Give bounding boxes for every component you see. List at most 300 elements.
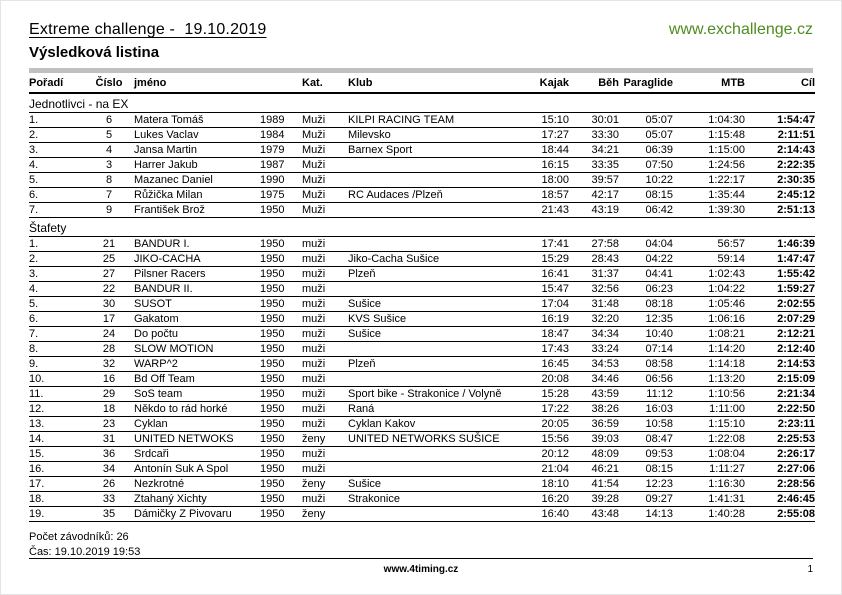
- cell-name: UNITED NETWOKS: [134, 432, 260, 447]
- cell-paraglide: 09:27: [619, 492, 673, 507]
- cell-finish: 2:45:12: [751, 188, 815, 203]
- cell-number: 18: [84, 402, 134, 417]
- cell-paraglide: 06:39: [619, 143, 673, 158]
- cell-year: 1950: [260, 237, 302, 252]
- column-header-club: Klub: [348, 73, 519, 93]
- page-footer: [29, 558, 813, 578]
- cell-run: 46:21: [569, 462, 619, 477]
- cell-name: BANDUR I.: [134, 237, 260, 252]
- results-table-head: [29, 73, 815, 93]
- section-title: Jednotlivci - na EX: [29, 93, 815, 113]
- report-timestamp: Čas: 19.10.2019 19:53: [29, 546, 141, 558]
- cell-name: SUSOT: [134, 297, 260, 312]
- cell-paraglide: 08:15: [619, 462, 673, 477]
- cell-category: ženy: [302, 432, 348, 447]
- cell-finish: 2:14:53: [751, 357, 815, 372]
- cell-name: Srdcaři: [134, 447, 260, 462]
- table-row: [29, 312, 815, 327]
- cell-finish: 2:27:06: [751, 462, 815, 477]
- cell-mtb: 1:08:04: [673, 447, 751, 462]
- table-row: [29, 507, 815, 522]
- page-title: Extreme challenge - 19.10.2019: [29, 21, 267, 38]
- cell-club: KILPI RACING TEAM: [348, 113, 519, 128]
- cell-year: 1950: [260, 297, 302, 312]
- cell-run: 43:48: [569, 507, 619, 522]
- cell-category: muži: [302, 297, 348, 312]
- cell-paraglide: 09:53: [619, 447, 673, 462]
- cell-category: muži: [302, 282, 348, 297]
- cell-mtb: 1:41:31: [673, 492, 751, 507]
- cell-rank: 1.: [29, 113, 84, 128]
- cell-rank: 16.: [29, 462, 84, 477]
- cell-kajak: 17:22: [519, 402, 569, 417]
- cell-run: 30:01: [569, 113, 619, 128]
- cell-kajak: 20:05: [519, 417, 569, 432]
- cell-run: 27:58: [569, 237, 619, 252]
- cell-rank: 3.: [29, 143, 84, 158]
- column-header-year: [260, 73, 302, 93]
- cell-paraglide: 07:50: [619, 158, 673, 173]
- cell-finish: 2:46:45: [751, 492, 815, 507]
- table-row: [29, 128, 815, 143]
- cell-kajak: 15:29: [519, 252, 569, 267]
- cell-finish: 2:15:09: [751, 372, 815, 387]
- cell-mtb: 1:08:21: [673, 327, 751, 342]
- cell-category: ženy: [302, 507, 348, 522]
- table-row: [29, 477, 815, 492]
- cell-finish: 1:55:42: [751, 267, 815, 282]
- cell-name: SLOW MOTION: [134, 342, 260, 357]
- cell-finish: 1:47:47: [751, 252, 815, 267]
- cell-rank: 13.: [29, 417, 84, 432]
- cell-run: 33:35: [569, 158, 619, 173]
- cell-category: muži: [302, 447, 348, 462]
- cell-run: 48:09: [569, 447, 619, 462]
- table-row: [29, 252, 815, 267]
- column-header-rank: Pořadí: [29, 73, 84, 93]
- cell-number: 24: [84, 327, 134, 342]
- cell-category: Muži: [302, 128, 348, 143]
- cell-run: 34:21: [569, 143, 619, 158]
- cell-run: 34:46: [569, 372, 619, 387]
- cell-category: ženy: [302, 477, 348, 492]
- cell-kajak: 15:56: [519, 432, 569, 447]
- cell-mtb: 1:40:28: [673, 507, 751, 522]
- cell-number: 28: [84, 342, 134, 357]
- table-row: [29, 387, 815, 402]
- cell-category: muži: [302, 372, 348, 387]
- results-table-body: [29, 93, 815, 522]
- table-row: [29, 372, 815, 387]
- cell-rank: 1.: [29, 237, 84, 252]
- cell-year: 1987: [260, 158, 302, 173]
- cell-number: 30: [84, 297, 134, 312]
- cell-club: Sušice: [348, 327, 519, 342]
- cell-name: Nezkrotné: [134, 477, 260, 492]
- cell-year: 1989: [260, 113, 302, 128]
- cell-paraglide: 10:22: [619, 173, 673, 188]
- cell-rank: 5.: [29, 173, 84, 188]
- cell-rank: 2.: [29, 128, 84, 143]
- cell-rank: 6.: [29, 312, 84, 327]
- cell-year: 1950: [260, 282, 302, 297]
- cell-rank: 3.: [29, 267, 84, 282]
- cell-paraglide: 05:07: [619, 113, 673, 128]
- section-title: Štafety: [29, 218, 815, 237]
- cell-rank: 9.: [29, 357, 84, 372]
- cell-number: 35: [84, 507, 134, 522]
- cell-number: 7: [84, 188, 134, 203]
- cell-paraglide: 04:04: [619, 237, 673, 252]
- cell-club: Plzeň: [348, 357, 519, 372]
- cell-mtb: 1:11:00: [673, 402, 751, 417]
- cell-finish: 2:12:40: [751, 342, 815, 357]
- cell-finish: 2:30:35: [751, 173, 815, 188]
- cell-rank: 19.: [29, 507, 84, 522]
- cell-number: 32: [84, 357, 134, 372]
- cell-category: muži: [302, 387, 348, 402]
- cell-year: 1950: [260, 252, 302, 267]
- cell-club: [348, 342, 519, 357]
- cell-category: Muži: [302, 143, 348, 158]
- cell-category: Muži: [302, 173, 348, 188]
- cell-number: 9: [84, 203, 134, 218]
- cell-mtb: 1:05:46: [673, 297, 751, 312]
- cell-rank: 18.: [29, 492, 84, 507]
- cell-club: [348, 237, 519, 252]
- cell-paraglide: 06:42: [619, 203, 673, 218]
- column-header-category: Kat.: [302, 73, 348, 93]
- cell-kajak: 16:20: [519, 492, 569, 507]
- cell-paraglide: 14:13: [619, 507, 673, 522]
- cell-finish: 2:14:43: [751, 143, 815, 158]
- cell-number: 26: [84, 477, 134, 492]
- cell-rank: 4.: [29, 158, 84, 173]
- cell-number: 31: [84, 432, 134, 447]
- table-row: [29, 282, 815, 297]
- cell-name: Bd Off Team: [134, 372, 260, 387]
- cell-finish: 2:12:21: [751, 327, 815, 342]
- cell-mtb: 1:14:18: [673, 357, 751, 372]
- cell-finish: 1:59:27: [751, 282, 815, 297]
- cell-club: [348, 282, 519, 297]
- cell-year: 1990: [260, 173, 302, 188]
- cell-paraglide: 12:35: [619, 312, 673, 327]
- cell-year: 1950: [260, 507, 302, 522]
- competitor-count: Počet závodníků: 26: [29, 531, 129, 543]
- cell-mtb: 1:15:10: [673, 417, 751, 432]
- cell-run: 33:30: [569, 128, 619, 143]
- cell-mtb: 1:04:30: [673, 113, 751, 128]
- cell-finish: 1:54:47: [751, 113, 815, 128]
- timing-site-link[interactable]: www.4timing.cz: [383, 564, 459, 575]
- table-row: [29, 447, 815, 462]
- cell-finish: 2:07:29: [751, 312, 815, 327]
- cell-mtb: 56:57: [673, 237, 751, 252]
- table-row: [29, 417, 815, 432]
- cell-rank: 14.: [29, 432, 84, 447]
- cell-year: 1984: [260, 128, 302, 143]
- cell-club: KVS Sušice: [348, 312, 519, 327]
- cell-year: 1979: [260, 143, 302, 158]
- cell-name: Jansa Martin: [134, 143, 260, 158]
- table-row: [29, 188, 815, 203]
- cell-name: Antonín Suk A Spol: [134, 462, 260, 477]
- cell-mtb: 1:13:20: [673, 372, 751, 387]
- cell-kajak: 15:47: [519, 282, 569, 297]
- cell-number: 8: [84, 173, 134, 188]
- summary-block: [29, 530, 813, 560]
- cell-mtb: 1:15:48: [673, 128, 751, 143]
- table-row: [29, 158, 815, 173]
- cell-category: muži: [302, 492, 348, 507]
- cell-club: [348, 173, 519, 188]
- cell-club: RC Audaces /Plzeň: [348, 188, 519, 203]
- cell-kajak: 17:04: [519, 297, 569, 312]
- cell-paraglide: 06:56: [619, 372, 673, 387]
- cell-name: JIKO-CACHA: [134, 252, 260, 267]
- cell-category: Muži: [302, 188, 348, 203]
- cell-paraglide: 08:47: [619, 432, 673, 447]
- cell-paraglide: 08:58: [619, 357, 673, 372]
- cell-mtb: 1:04:22: [673, 282, 751, 297]
- cell-kajak: 18:47: [519, 327, 569, 342]
- cell-year: 1950: [260, 402, 302, 417]
- table-row: [29, 143, 815, 158]
- cell-kajak: 21:04: [519, 462, 569, 477]
- table-row: [29, 267, 815, 282]
- table-row: [29, 402, 815, 417]
- cell-rank: 10.: [29, 372, 84, 387]
- cell-rank: 2.: [29, 252, 84, 267]
- cell-finish: 2:21:34: [751, 387, 815, 402]
- table-row: [29, 462, 815, 477]
- cell-category: muži: [302, 417, 348, 432]
- cell-year: 1950: [260, 477, 302, 492]
- cell-year: 1950: [260, 312, 302, 327]
- cell-rank: 8.: [29, 342, 84, 357]
- cell-finish: 2:22:35: [751, 158, 815, 173]
- cell-name: Růžička Milan: [134, 188, 260, 203]
- page-number: 1: [807, 564, 813, 575]
- cell-finish: 2:02:55: [751, 297, 815, 312]
- cell-club: Strakonice: [348, 492, 519, 507]
- cell-year: 1950: [260, 462, 302, 477]
- cell-number: 5: [84, 128, 134, 143]
- cell-name: Cyklan: [134, 417, 260, 432]
- cell-kajak: 18:00: [519, 173, 569, 188]
- cell-run: 42:17: [569, 188, 619, 203]
- table-row: [29, 113, 815, 128]
- cell-year: 1950: [260, 327, 302, 342]
- footer-row: [29, 564, 813, 578]
- cell-name: SoS team: [134, 387, 260, 402]
- cell-club: Plzeň: [348, 267, 519, 282]
- cell-mtb: 59:14: [673, 252, 751, 267]
- cell-mtb: 1:35:44: [673, 188, 751, 203]
- cell-kajak: 16:45: [519, 357, 569, 372]
- cell-year: 1975: [260, 188, 302, 203]
- cell-rank: 7.: [29, 203, 84, 218]
- cell-rank: 4.: [29, 282, 84, 297]
- cell-number: 34: [84, 462, 134, 477]
- cell-name: Lukes Vaclav: [134, 128, 260, 143]
- cell-number: 4: [84, 143, 134, 158]
- cell-number: 22: [84, 282, 134, 297]
- cell-name: BANDUR II.: [134, 282, 260, 297]
- cell-mtb: 1:06:16: [673, 312, 751, 327]
- cell-name: Gakatom: [134, 312, 260, 327]
- cell-category: muži: [302, 312, 348, 327]
- cell-paraglide: 08:18: [619, 297, 673, 312]
- cell-year: 1950: [260, 342, 302, 357]
- cell-club: Barnex Sport: [348, 143, 519, 158]
- cell-club: [348, 447, 519, 462]
- cell-run: 41:54: [569, 477, 619, 492]
- cell-mtb: 1:22:08: [673, 432, 751, 447]
- cell-mtb: 1:14:20: [673, 342, 751, 357]
- cell-name: Matera Tomáš: [134, 113, 260, 128]
- cell-finish: 2:22:50: [751, 402, 815, 417]
- cell-club: Sport bike - Strakonice / Volyně: [348, 387, 519, 402]
- cell-name: Harrer Jakub: [134, 158, 260, 173]
- cell-paraglide: 08:15: [619, 188, 673, 203]
- cell-paraglide: 04:22: [619, 252, 673, 267]
- cell-club: [348, 462, 519, 477]
- cell-rank: 15.: [29, 447, 84, 462]
- cell-club: [348, 507, 519, 522]
- cell-finish: 2:26:17: [751, 447, 815, 462]
- column-header-kajak: Kajak: [519, 73, 569, 93]
- document-header: [29, 21, 813, 39]
- cell-club: Raná: [348, 402, 519, 417]
- cell-category: muži: [302, 357, 348, 372]
- table-row: [29, 327, 815, 342]
- cell-finish: 2:11:51: [751, 128, 815, 143]
- cell-kajak: 16:19: [519, 312, 569, 327]
- cell-mtb: 1:24:56: [673, 158, 751, 173]
- table-row: [29, 492, 815, 507]
- table-row: [29, 203, 815, 218]
- cell-club: Sušice: [348, 297, 519, 312]
- section-row: [29, 218, 815, 237]
- cell-kajak: 17:43: [519, 342, 569, 357]
- cell-kajak: 17:41: [519, 237, 569, 252]
- cell-mtb: 1:15:00: [673, 143, 751, 158]
- cell-run: 39:57: [569, 173, 619, 188]
- cell-number: 17: [84, 312, 134, 327]
- cell-paraglide: 05:07: [619, 128, 673, 143]
- cell-run: 28:43: [569, 252, 619, 267]
- cell-name: František Brož: [134, 203, 260, 218]
- cell-kajak: 15:10: [519, 113, 569, 128]
- column-header-mtb: MTB: [673, 73, 751, 93]
- cell-run: 39:28: [569, 492, 619, 507]
- cell-club: Cyklan Kakov: [348, 417, 519, 432]
- cell-paraglide: 07:14: [619, 342, 673, 357]
- cell-number: 16: [84, 372, 134, 387]
- cell-number: 3: [84, 158, 134, 173]
- cell-number: 21: [84, 237, 134, 252]
- cell-category: muži: [302, 462, 348, 477]
- column-header-number: Číslo: [84, 73, 134, 93]
- cell-year: 1950: [260, 432, 302, 447]
- cell-name: Ztahaný Xichty: [134, 492, 260, 507]
- cell-category: muži: [302, 342, 348, 357]
- cell-run: 43:59: [569, 387, 619, 402]
- cell-run: 39:03: [569, 432, 619, 447]
- cell-finish: 2:23:11: [751, 417, 815, 432]
- cell-rank: 6.: [29, 188, 84, 203]
- cell-mtb: 1:10:56: [673, 387, 751, 402]
- column-header-finish: Cíl: [751, 73, 815, 93]
- cell-club: [348, 372, 519, 387]
- cell-finish: 2:28:56: [751, 477, 815, 492]
- footer-divider: [29, 558, 813, 559]
- cell-paraglide: 11:12: [619, 387, 673, 402]
- cell-kajak: 15:28: [519, 387, 569, 402]
- exchallenge-site-link[interactable]: www.exchallenge.cz: [668, 21, 813, 38]
- cell-name: Mazanec Daniel: [134, 173, 260, 188]
- cell-number: 27: [84, 267, 134, 282]
- column-header-run: Běh: [569, 73, 619, 93]
- table-row: [29, 297, 815, 312]
- cell-run: 32:56: [569, 282, 619, 297]
- cell-club: [348, 203, 519, 218]
- cell-rank: 7.: [29, 327, 84, 342]
- cell-run: 31:37: [569, 267, 619, 282]
- cell-name: Dámičky Z Pivovaru: [134, 507, 260, 522]
- cell-year: 1950: [260, 203, 302, 218]
- cell-category: muži: [302, 252, 348, 267]
- cell-name: Do počtu: [134, 327, 260, 342]
- cell-name: WARP^2: [134, 357, 260, 372]
- cell-paraglide: 06:23: [619, 282, 673, 297]
- cell-kajak: 18:57: [519, 188, 569, 203]
- table-row: [29, 173, 815, 188]
- cell-paraglide: 10:40: [619, 327, 673, 342]
- cell-category: muži: [302, 402, 348, 417]
- table-row: [29, 357, 815, 372]
- cell-run: 43:19: [569, 203, 619, 218]
- cell-rank: 11.: [29, 387, 84, 402]
- cell-mtb: 1:39:30: [673, 203, 751, 218]
- cell-kajak: 16:41: [519, 267, 569, 282]
- cell-name: Někdo to rád horké: [134, 402, 260, 417]
- cell-number: 23: [84, 417, 134, 432]
- cell-category: muži: [302, 237, 348, 252]
- cell-finish: 2:51:13: [751, 203, 815, 218]
- cell-year: 1950: [260, 492, 302, 507]
- cell-run: 36:59: [569, 417, 619, 432]
- results-table: [29, 73, 815, 522]
- cell-kajak: 18:10: [519, 477, 569, 492]
- cell-paraglide: 16:03: [619, 402, 673, 417]
- cell-category: muži: [302, 327, 348, 342]
- cell-kajak: 16:15: [519, 158, 569, 173]
- cell-category: muži: [302, 267, 348, 282]
- cell-name: Pilsner Racers: [134, 267, 260, 282]
- cell-run: 34:53: [569, 357, 619, 372]
- cell-kajak: 18:44: [519, 143, 569, 158]
- cell-year: 1950: [260, 447, 302, 462]
- table-row: [29, 237, 815, 252]
- cell-number: 29: [84, 387, 134, 402]
- cell-number: 6: [84, 113, 134, 128]
- cell-kajak: 16:40: [519, 507, 569, 522]
- cell-club: Milevsko: [348, 128, 519, 143]
- cell-number: 33: [84, 492, 134, 507]
